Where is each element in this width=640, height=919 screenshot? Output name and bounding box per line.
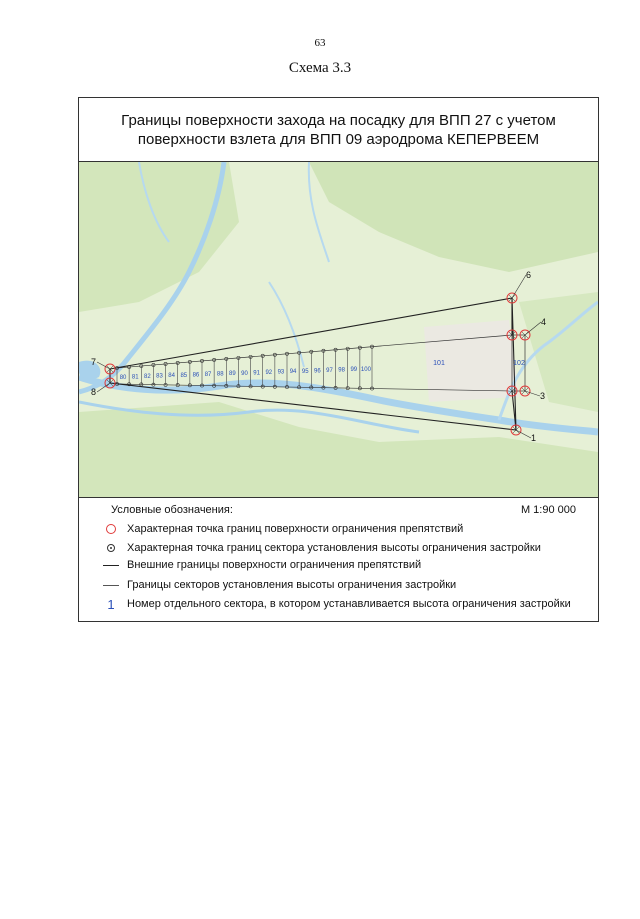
legend-item-label: Номер отдельного сектора, в котором устанавливается высота ограничения застройки (127, 598, 571, 610)
thick-line-icon (103, 558, 119, 572)
sector-label: 84 (168, 373, 175, 380)
thin-line-icon (103, 578, 119, 592)
map-frame (78, 97, 599, 622)
sector-label: 83 (156, 373, 163, 380)
legend-item-red-circle (103, 522, 463, 536)
point-label: 1 (531, 433, 537, 443)
sector-label: 102 (513, 360, 525, 367)
legend-item-label: Характерная точка границ сектора установления высоты ограничения застройки (127, 542, 541, 554)
sector-label: 85 (180, 372, 188, 379)
sector-label: 82 (144, 374, 151, 381)
sector-label: 94 (289, 369, 297, 376)
map-svg (79, 162, 598, 498)
point-label: 6 (526, 270, 532, 280)
sector-label: 98 (338, 367, 345, 374)
map-title: Границы поверхности захода на посадку для ВПП 27 с учетом поверхности взлета для ВПП 09 аэродрома КЕПЕРВЕЕМ (79, 98, 598, 162)
legend-item-dot-circle (103, 541, 541, 555)
legend-item-sector-number (103, 597, 571, 611)
sector-label: 88 (216, 371, 224, 378)
dot-circle-icon (103, 541, 119, 555)
legend-item-label: Внешние границы поверхности ограничения препятствий (127, 559, 422, 571)
point-label: 7 (91, 357, 97, 367)
sector-label: 91 (253, 370, 260, 377)
legend-item-thick-line (103, 558, 421, 572)
sector-label: 86 (192, 372, 200, 379)
sector-label: 81 (131, 374, 139, 381)
sector-number-icon: 1 (107, 596, 115, 612)
map-scale: М 1:90 000 (520, 504, 576, 516)
sector-label: 95 (301, 368, 309, 375)
sector-label: 80 (119, 374, 127, 381)
sector-label: 93 (277, 369, 285, 376)
sector-label: 89 (229, 371, 236, 378)
red-circle-icon (103, 522, 119, 536)
sector-label: 99 (350, 367, 358, 374)
point-label: 4 (541, 317, 547, 327)
page-number: 63 (314, 37, 326, 49)
legend-header: Условные обозначения: (111, 504, 233, 516)
legend (79, 498, 598, 621)
sector-label: 92 (265, 370, 273, 377)
sector-label: 90 (241, 370, 248, 377)
sector-label: 100 (360, 366, 371, 373)
map-area (79, 162, 598, 498)
point-label: 3 (540, 391, 546, 401)
legend-item-label: Границы секторов установления высоты ограничения застройки (127, 579, 457, 591)
sector-label: 87 (204, 372, 212, 379)
legend-item-label: Характерная точка границ поверхности ограничения препятствий (127, 523, 464, 535)
sector-label: 97 (326, 368, 333, 375)
sector-label: 101 (433, 360, 445, 367)
point-label: 8 (91, 387, 97, 397)
scheme-title: Схема 3.3 (288, 60, 352, 76)
sector-label: 96 (314, 368, 321, 375)
legend-item-thin-line (103, 578, 456, 592)
